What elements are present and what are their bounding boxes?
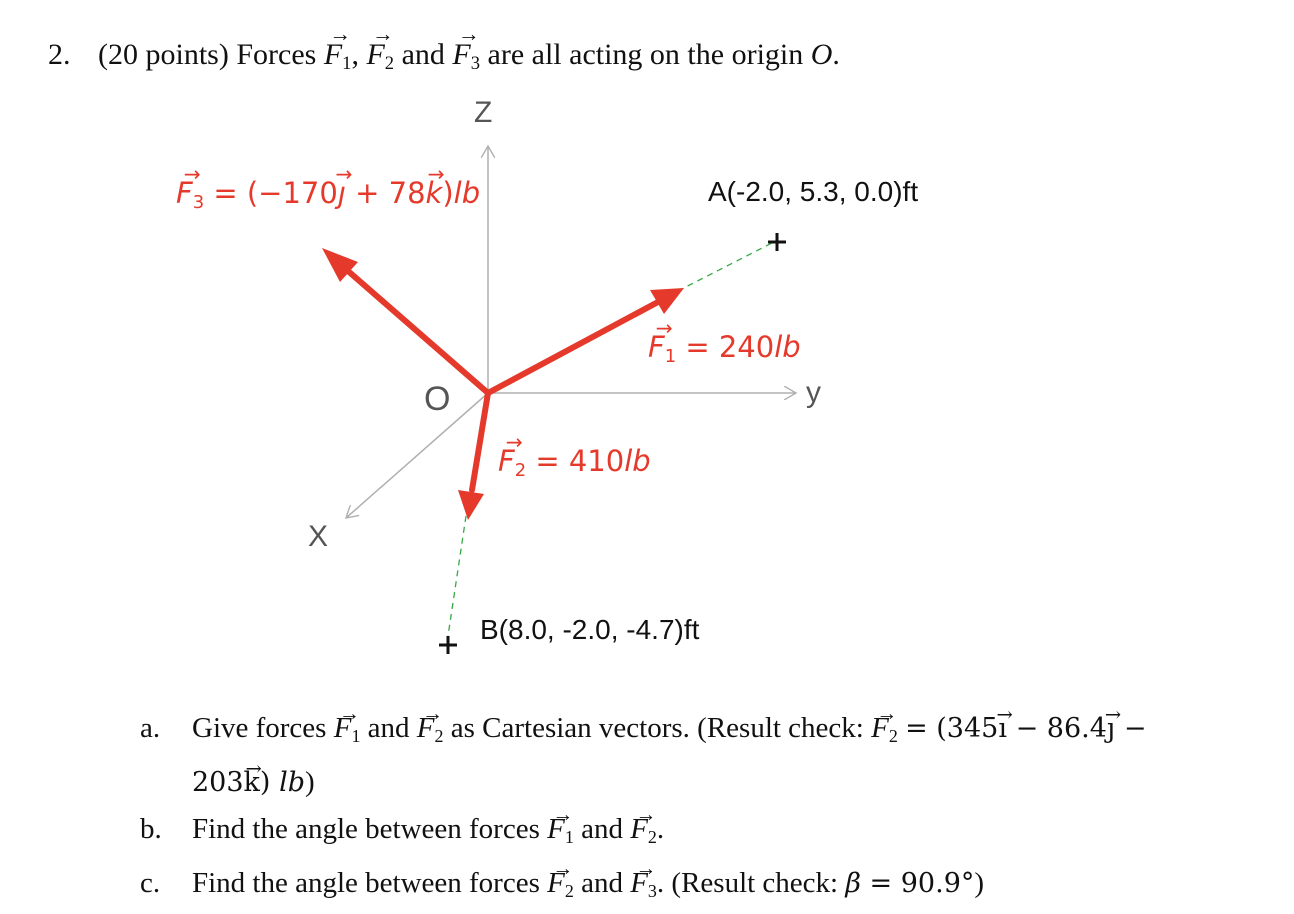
axis-z-label: Z bbox=[474, 96, 493, 129]
point-a-label: A(-2.0, 5.3, 0.0)ft bbox=[708, 176, 919, 207]
question-c: c. Find the angle between forces → $F_2$ and → $F_3$. (Result check: β = 90.9°) bbox=[140, 860, 1280, 914]
axis-y-label: y bbox=[806, 376, 821, 409]
vector-f1: → $F_1$ bbox=[324, 38, 352, 75]
origin-symbol: O bbox=[810, 38, 833, 71]
question-a: a. Give forces → $F_1$ and → $F_2$ as Cartesian vectors. (Result check: → $F_2 = (345\to$ ı − 86.4→ ȷ − 203→ k) lb) bbox=[140, 705, 1280, 806]
question-a-label: a. bbox=[140, 712, 161, 744]
point-b-label: B(8.0, -2.0, -4.7)ft bbox=[480, 614, 700, 645]
question-b-label: b. bbox=[140, 813, 162, 846]
line-to-b bbox=[448, 516, 466, 636]
vector-f2: → $F_2$ bbox=[366, 38, 394, 75]
force-f2-label: → $F_2 = 410lb$ bbox=[498, 444, 651, 481]
force-f2-shaft bbox=[472, 393, 488, 490]
marker-a bbox=[768, 233, 786, 251]
marker-b bbox=[439, 636, 457, 654]
question-b: b. Find the angle between forces → $F_1$ and → $F_2$. bbox=[140, 806, 1280, 860]
question-c-label: c. bbox=[140, 867, 161, 900]
force-f3-label: → $F_3 = (-170\to$ ȷ + 78→ k)lb bbox=[176, 176, 480, 213]
vector-f3: → $F_3$ bbox=[452, 38, 480, 75]
force-f2-head bbox=[458, 490, 484, 520]
question-list bbox=[140, 705, 1280, 914]
origin-label: O bbox=[424, 380, 451, 418]
problem-heading: 2. (20 points) Forces → $F_1$, → $F_2$ and → $F_3$ are all acting on the origin O. bbox=[48, 38, 840, 75]
problem-intro-after: are all acting on the origin bbox=[487, 38, 804, 71]
force-diagram bbox=[0, 80, 1294, 680]
force-f1-shaft bbox=[488, 302, 658, 393]
force-f1-label: → $F_1 = 240lb$ bbox=[648, 330, 801, 367]
axis-x-label: X bbox=[308, 520, 329, 553]
problem-intro: Forces bbox=[236, 38, 317, 71]
problem-points: (20 points) bbox=[98, 38, 229, 71]
problem-number: 2. bbox=[48, 38, 71, 71]
force-f3-shaft bbox=[348, 271, 488, 393]
